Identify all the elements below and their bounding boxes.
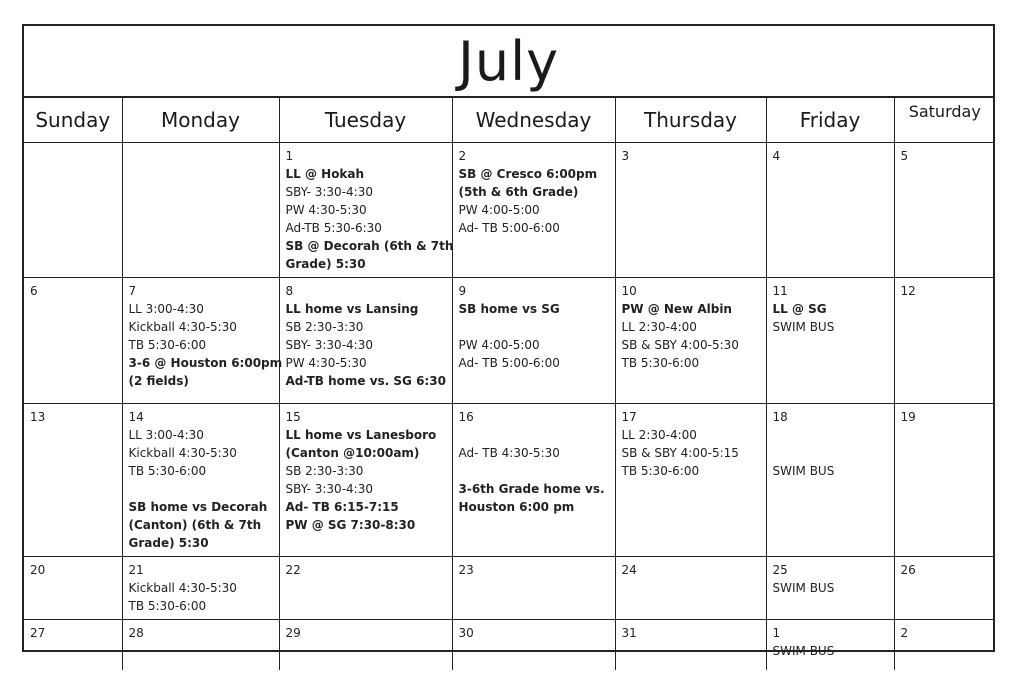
calendar-day-cell <box>452 404 615 557</box>
event-line: Ad- TB 5:00-6:00 <box>458 356 560 370</box>
day-number: 22 <box>285 563 301 577</box>
day-number: 25 <box>772 563 788 577</box>
calendar-day-cell <box>122 278 283 404</box>
event-line <box>459 318 609 336</box>
day-number: 23 <box>458 563 474 577</box>
calendar-day-cell <box>615 278 766 404</box>
event-line: LL @ Hokah <box>285 167 365 181</box>
event-line <box>459 462 609 480</box>
day-number: 8 <box>285 284 294 298</box>
day-number: 17 <box>621 410 637 424</box>
day-number: 19 <box>900 410 916 424</box>
calendar-day-cell <box>894 143 995 278</box>
event-line: SWIM BUS <box>772 320 835 334</box>
day-number: 15 <box>285 410 301 424</box>
weekday-saturday: Saturday <box>894 98 995 143</box>
event-line: SWIM BUS <box>772 581 835 595</box>
event-line: Kickball 4:30-5:30 <box>128 446 237 460</box>
event-line: SB & SBY 4:00-5:15 <box>621 446 739 460</box>
event-line: LL home vs Lansing <box>285 302 419 316</box>
calendar-week-row <box>24 278 995 404</box>
event-line: LL 3:00-4:30 <box>128 302 204 316</box>
calendar-week-row <box>24 143 995 278</box>
event-line: 3-6 @ Houston 6:00pm <box>128 356 283 370</box>
weekday-sunday: Sunday <box>24 98 122 143</box>
calendar-day-cell <box>122 620 279 671</box>
calendar-week-row <box>24 404 995 557</box>
calendar-day-cell <box>894 278 995 404</box>
calendar-day-cell <box>452 620 615 671</box>
calendar-day-cell <box>615 620 766 671</box>
event-line: PW 4:00-5:00 <box>458 338 540 352</box>
event-line: LL 2:30-4:00 <box>621 428 697 442</box>
calendar-day-cell <box>122 404 279 557</box>
day-number: 9 <box>458 284 467 298</box>
calendar-day-cell <box>24 620 122 671</box>
event-line: SB @ Cresco 6:00pm <box>458 167 598 181</box>
calendar-day-cell <box>279 143 452 278</box>
calendar-day-cell <box>279 557 452 620</box>
calendar <box>22 24 995 658</box>
event-line: 3-6th Grade home vs. <box>458 482 605 496</box>
event-line <box>459 426 609 444</box>
event-line: TB 5:30-6:00 <box>128 464 207 478</box>
weekday-wednesday: Wednesday <box>452 98 615 143</box>
calendar-day-cell <box>279 620 452 671</box>
weekday-header-row <box>24 98 995 143</box>
event-line: Grade) 5:30 <box>285 257 366 271</box>
day-number: 26 <box>900 563 916 577</box>
event-line: TB 5:30-6:00 <box>128 599 207 613</box>
day-number: 20 <box>30 563 46 577</box>
calendar-day-cell <box>452 278 615 404</box>
day-number: 11 <box>772 284 788 298</box>
calendar-day-cell <box>24 143 122 278</box>
event-line: (2 fields) <box>128 374 189 388</box>
event-line: SWIM BUS <box>772 644 835 658</box>
day-number: 13 <box>30 410 46 424</box>
day-number: 1 <box>285 149 294 163</box>
calendar-day-cell <box>766 620 894 671</box>
event-line: TB 5:30-6:00 <box>621 356 700 370</box>
event-line: SBY- 3:30-4:30 <box>285 482 373 496</box>
calendar-day-cell <box>894 620 995 671</box>
calendar-day-cell <box>766 143 894 278</box>
day-number: 12 <box>900 284 916 298</box>
day-number: 24 <box>621 563 637 577</box>
event-line: Houston 6:00 pm <box>458 500 575 514</box>
event-line: LL @ SG <box>772 302 827 316</box>
day-number: 28 <box>128 626 144 640</box>
day-number: 16 <box>458 410 474 424</box>
event-line: TB 5:30-6:00 <box>128 338 207 352</box>
event-line: PW 4:00-5:00 <box>458 203 540 217</box>
event-line: SB home vs Decorah <box>128 500 268 514</box>
calendar-weeks <box>24 143 995 671</box>
event-line: Ad- TB 6:15-7:15 <box>285 500 399 514</box>
calendar-day-cell <box>766 278 894 404</box>
event-line: LL home vs Lanesboro <box>285 428 437 442</box>
event-line: (5th & 6th Grade) <box>458 185 579 199</box>
day-number: 30 <box>458 626 474 640</box>
event-line: Ad- TB 5:00-6:00 <box>458 221 560 235</box>
calendar-week-row <box>24 620 995 671</box>
day-number: 14 <box>128 410 144 424</box>
event-line: PW @ SG 7:30-8:30 <box>285 518 416 532</box>
event-line: Kickball 4:30-5:30 <box>128 581 237 595</box>
day-number: 1 <box>772 626 781 640</box>
calendar-day-cell <box>279 278 452 404</box>
event-line: TB 5:30-6:00 <box>621 464 700 478</box>
event-line: SB home vs SG <box>458 302 560 316</box>
event-line: SB 2:30-3:30 <box>285 320 364 334</box>
event-line: SB 2:30-3:30 <box>285 464 364 478</box>
weekday-monday: Monday <box>122 98 279 143</box>
calendar-day-cell <box>452 143 615 278</box>
calendar-day-cell <box>766 404 894 557</box>
event-line: SB @ Decorah (6th & 7th <box>285 239 454 253</box>
day-number: 27 <box>30 626 46 640</box>
day-number: 5 <box>900 149 909 163</box>
event-line: PW 4:30-5:30 <box>285 356 367 370</box>
event-line: SWIM BUS <box>772 464 835 478</box>
event-line: LL 2:30-4:00 <box>621 320 697 334</box>
day-number: 2 <box>900 626 909 640</box>
day-number: 6 <box>30 284 38 298</box>
event-line: Grade) 5:30 <box>128 536 209 550</box>
event-line: SBY- 3:30-4:30 <box>285 338 373 352</box>
event-line: SBY- 3:30-4:30 <box>285 185 373 199</box>
calendar-day-cell <box>122 557 279 620</box>
event-line <box>773 444 888 462</box>
day-number: 18 <box>772 410 788 424</box>
event-line: Kickball 4:30-5:30 <box>128 320 237 334</box>
event-line: (Canton @10:00am) <box>285 446 420 460</box>
day-number: 31 <box>621 626 637 640</box>
event-line: Ad-TB home vs. SG 6:30 <box>285 374 446 388</box>
day-number: 7 <box>128 284 137 298</box>
calendar-day-cell <box>615 557 766 620</box>
event-line: LL 3:00-4:30 <box>128 428 204 442</box>
calendar-day-cell <box>122 143 279 278</box>
calendar-day-cell <box>615 143 766 278</box>
day-number: 29 <box>285 626 301 640</box>
day-number: 10 <box>621 284 637 298</box>
calendar-day-cell <box>894 404 995 557</box>
calendar-day-cell <box>766 557 894 620</box>
calendar-day-cell <box>615 404 766 557</box>
month-title: July <box>24 26 993 98</box>
event-line: PW 4:30-5:30 <box>285 203 367 217</box>
calendar-day-cell <box>894 557 995 620</box>
calendar-day-cell <box>24 278 122 404</box>
event-line: SB & SBY 4:00-5:30 <box>621 338 739 352</box>
calendar-week-row <box>24 557 995 620</box>
event-line: Ad-TB 5:30-6:30 <box>285 221 382 235</box>
day-number: 21 <box>128 563 144 577</box>
calendar-day-cell <box>24 404 122 557</box>
event-line <box>773 426 888 444</box>
calendar-grid <box>24 98 995 670</box>
day-number: 3 <box>621 149 630 163</box>
calendar-day-cell <box>279 404 452 557</box>
event-line: Ad- TB 4:30-5:30 <box>458 446 560 460</box>
calendar-day-cell <box>452 557 615 620</box>
weekday-thursday: Thursday <box>615 98 766 143</box>
weekday-tuesday: Tuesday <box>279 98 452 143</box>
day-number: 2 <box>458 149 467 163</box>
event-line: PW @ New Albin <box>621 302 732 316</box>
weekday-friday: Friday <box>766 98 894 143</box>
day-number: 4 <box>772 149 781 163</box>
calendar-day-cell <box>24 557 122 620</box>
event-line <box>129 480 273 498</box>
event-line: (Canton) (6th & 7th <box>128 518 262 532</box>
